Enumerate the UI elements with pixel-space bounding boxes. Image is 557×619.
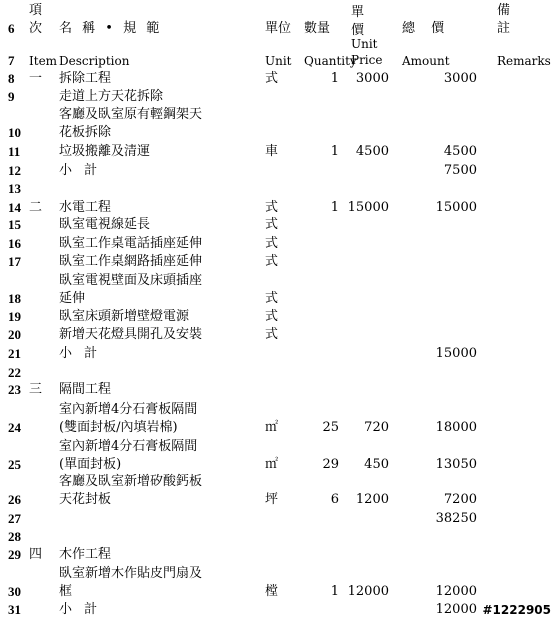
item-quantity: 1 (330, 584, 339, 599)
row-number: 22 (8, 365, 21, 380)
row-number: 8 (8, 71, 15, 86)
row-number: 20 (8, 327, 21, 342)
item-amount: 38250 (435, 511, 477, 526)
row-number: 19 (8, 309, 21, 324)
item-amount: 7200 (443, 492, 477, 507)
header-amount-zh: 總 價 (402, 21, 451, 36)
item-unit: 式 (265, 309, 279, 324)
item-amount: 13050 (435, 457, 477, 472)
row-number-7: 7 (8, 53, 15, 68)
row-number: 26 (8, 492, 21, 507)
item-amount: 3000 (443, 71, 477, 86)
item-amount: 15000 (435, 346, 477, 361)
item-unit: 式 (265, 236, 279, 251)
item-quantity: 1 (330, 200, 339, 215)
item-quantity: 1 (330, 71, 339, 86)
header-amount-en: Amount (402, 54, 450, 68)
item-description: 客廳及臥室原有輕鋼架天 花板拆除 (59, 107, 203, 140)
item-amount: 12000 (435, 602, 477, 617)
item-description: 臥室電視壁面及床頭插座 延伸 (59, 273, 203, 306)
row-number-6: 6 (8, 21, 15, 36)
item-unit-price: 15000 (347, 200, 389, 215)
header-remarks-zh: 備 註 (497, 3, 511, 36)
item-unit: 式 (265, 254, 279, 269)
row-number: 14 (8, 200, 21, 215)
item-description: 隔間工程 (59, 382, 112, 397)
item-description: 臥室床頭新增壁燈電源 (59, 309, 190, 324)
header-quantity-zh: 數量 (304, 21, 331, 36)
row-number: 17 (8, 254, 21, 269)
item-number: 一 (29, 71, 43, 86)
item-description: 室內新增4分石膏板隔間 (雙面封板/內填岩棉) (59, 402, 198, 435)
header-item-en: Item (29, 54, 58, 68)
header-unit-en: Unit (265, 54, 292, 68)
item-description: 走道上方天花拆除 (59, 89, 164, 104)
item-description: 水電工程 (59, 200, 112, 215)
item-unit: 式 (265, 217, 279, 232)
row-number: 25 (8, 457, 21, 472)
header-item-zh: 項 次 (29, 3, 43, 36)
row-number: 11 (8, 144, 21, 159)
item-description: 室內新增4分石膏板隔間 (單面封板) (59, 439, 198, 472)
header-unit-zh: 單位 (265, 21, 292, 36)
row-number: 18 (8, 291, 21, 306)
item-amount: 18000 (435, 420, 477, 435)
item-quantity: 29 (322, 457, 339, 472)
item-number: 二 (29, 200, 43, 215)
row-number: 30 (8, 584, 21, 599)
item-amount: 7500 (443, 163, 477, 178)
item-amount: 12000 (435, 584, 477, 599)
item-description: 臥室工作桌網路插座延伸 (59, 254, 203, 269)
row-number: 15 (8, 217, 21, 232)
item-unit: 坪 (265, 492, 279, 507)
header-description-en: Description (59, 54, 130, 68)
header-price-en: Unit Price (351, 37, 383, 67)
row-number: 12 (8, 163, 21, 178)
item-unit: 式 (265, 327, 279, 342)
item-number: 四 (29, 547, 43, 562)
row-number: 24 (8, 420, 21, 435)
item-quantity: 1 (330, 144, 339, 159)
item-unit-price: 720 (364, 420, 389, 435)
header-price-zh: 單 價 (351, 5, 365, 38)
item-quantity: 6 (330, 492, 339, 507)
header-quantity-en: Quantity (304, 54, 357, 68)
item-unit-price: 3000 (355, 71, 389, 86)
watermark: #1222905 (482, 603, 551, 617)
item-unit: 車 (265, 144, 279, 159)
row-number: 9 (8, 89, 15, 104)
item-number: 三 (29, 382, 43, 397)
item-description: 客廳及臥室新增矽酸鈣板 天花封板 (59, 474, 203, 507)
item-unit: 樘 (265, 584, 279, 599)
item-unit-price: 1200 (355, 492, 389, 507)
row-number: 29 (8, 547, 21, 562)
item-unit: 式 (265, 71, 279, 86)
item-quantity: 25 (322, 420, 339, 435)
item-unit-price: 450 (364, 457, 389, 472)
row-number: 16 (8, 236, 21, 251)
item-unit: ㎡ (265, 457, 279, 472)
item-description: 拆除工程 (59, 71, 112, 86)
header-description-zh: 名 稱 • 規 範 (59, 21, 163, 36)
item-unit: 式 (265, 200, 279, 215)
item-unit-price: 4500 (355, 144, 389, 159)
item-description: 小 計 (59, 602, 102, 617)
item-unit-price: 12000 (347, 584, 389, 599)
item-description: 臥室新增木作貼皮門扇及 框 (59, 566, 203, 599)
item-description: 小 計 (59, 163, 102, 178)
header-remarks-en: Remarks (497, 54, 551, 68)
row-number: 13 (8, 181, 21, 196)
item-amount: 4500 (443, 144, 477, 159)
item-description: 新增天花燈具開孔及安裝 (59, 327, 203, 342)
item-description: 小 計 (59, 346, 102, 361)
item-amount: 15000 (435, 200, 477, 215)
row-number: 23 (8, 382, 21, 397)
item-description: 臥室電視線延長 (59, 217, 151, 232)
row-number: 27 (8, 511, 21, 526)
item-unit: 式 (265, 291, 279, 306)
row-number: 31 (8, 602, 21, 617)
item-unit: ㎡ (265, 420, 279, 435)
item-description: 木作工程 (59, 547, 112, 562)
row-number: 28 (8, 529, 21, 544)
row-number: 10 (8, 125, 21, 140)
row-number: 21 (8, 346, 21, 361)
item-description: 臥室工作桌電話插座延伸 (59, 236, 203, 251)
item-description: 垃圾搬離及清運 (59, 144, 151, 159)
